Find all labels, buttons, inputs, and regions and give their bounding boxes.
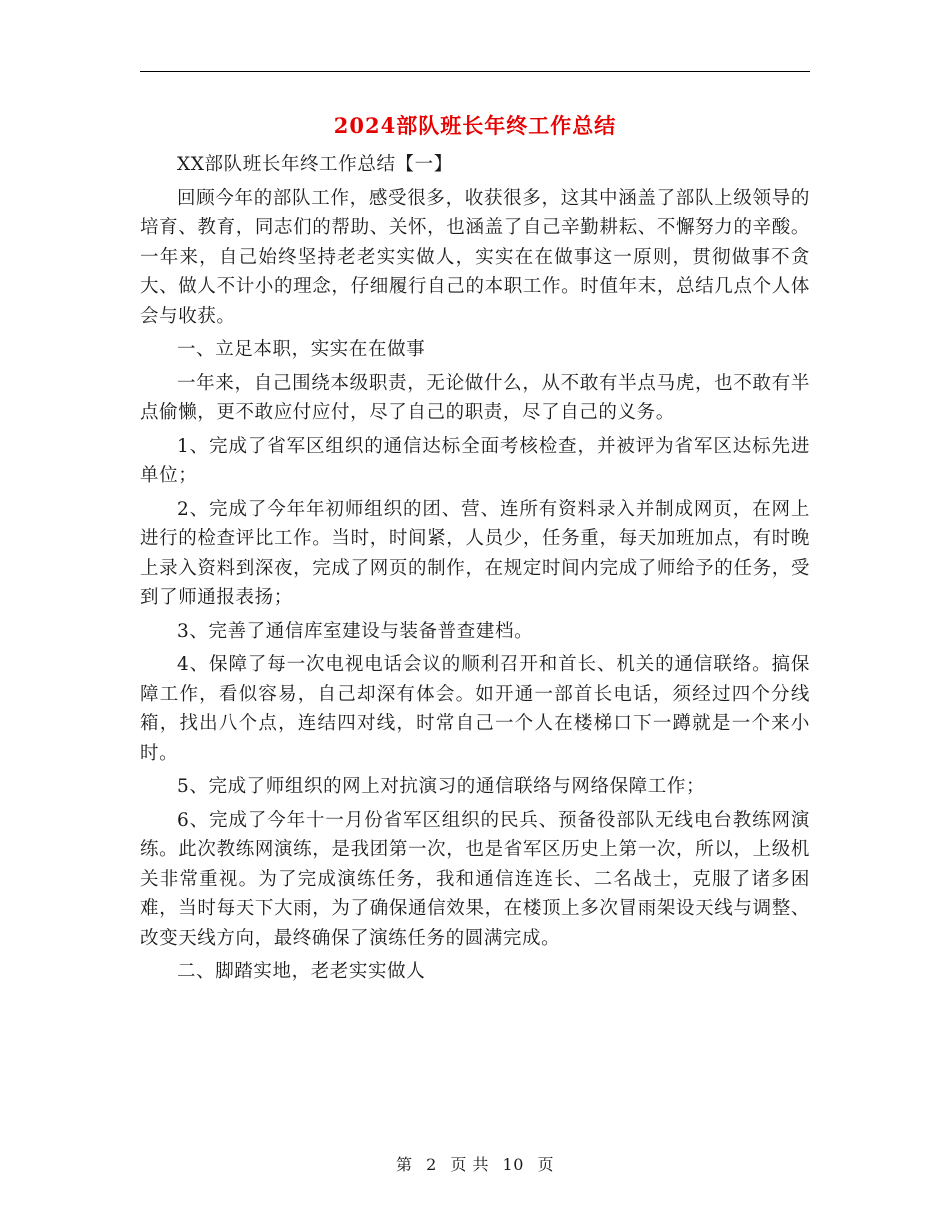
document-body: [140, 150, 810, 991]
list-item-2: 2、完成了今年年初师组织的团、营、连所有资料录入并制成网页，在网上进行的检查评比工作。当时，时间紧，人员少，任务重，每天加班加点，有时晚上录入资料到深夜，完成了网页的制作，在规定时间内完成了师给予的任务，受到了师通报表扬；: [140, 498, 810, 608]
footer-prefix: 第: [395, 1155, 413, 1174]
list-item-4: 4、保障了每一次电视电话会议的顺利召开和首长、机关的通信联络。搞保障工作，看似容易，自己却深有体会。如开通一部首长电话，须经过四个分线箱，找出八个点，连结四对线，时常自己一个人在楼梯口下一蹲就是一个来小时。: [140, 654, 810, 764]
section-heading-1: 一、立足本职，实实在在做事: [177, 339, 426, 360]
list-item-3: 3、完善了通信库室建设与装备普查建档。: [177, 620, 534, 642]
footer-total-pages: 10: [502, 1155, 524, 1174]
section-heading-2: 二、脚踏实地，老老实实做人: [177, 961, 426, 982]
footer-suffix: 页: [537, 1155, 555, 1174]
page-footer: [0, 1154, 950, 1176]
footer-current-page: 2: [426, 1155, 437, 1174]
list-item-1: 1、完成了省军区组织的通信达标全面考核检查，并被评为省军区达标先进单位；: [140, 435, 810, 486]
document-title: 2024部队班长年终工作总结: [333, 113, 617, 138]
paragraph-section-1-intro: 一年来，自己围绕本级职责，无论做什么，从不敢有半点马虎，也不敢有半点偷懒，更不敢应付应付，尽了自己的职责，尽了自己的义务。: [140, 372, 810, 423]
list-item-6: 6、完成了今年十一月份省军区组织的民兵、预备役部队无线电台教练网演练。此次教练网演练，是我团第一次，也是省军区历史上第一次，所以，上级机关非常重视。为了完成演练任务，我和通信连连长、二名战士，克服了诸多困难，当时每天下大雨，为了确保通信效果，在楼顶上多次冒雨架设天线与调整、改变天线方向，最终确保了演练任务的圆满完成。: [140, 809, 810, 949]
header-rule: [140, 71, 810, 72]
list-item-5: 5、完成了师组织的网上对抗演习的通信联络与网络保障工作；: [177, 776, 706, 797]
footer-middle: 页 共: [450, 1155, 489, 1174]
paragraph-subtitle: XX部队班长年终工作总结【一】: [177, 154, 453, 175]
paragraph-intro: 回顾今年的部队工作，感受很多，收获很多，这其中涵盖了部队上级领导的培育、教育，同志们的帮助、关怀，也涵盖了自己辛勤耕耘、不懈努力的辛酸。一年来，自己始终坚持老老实实做人，实实在在做事这一原则，贯彻做事不贪大、做人不计小的理念，仔细履行自己的本职工作。时值年末，总结几点个人体会与收获。: [140, 187, 810, 327]
